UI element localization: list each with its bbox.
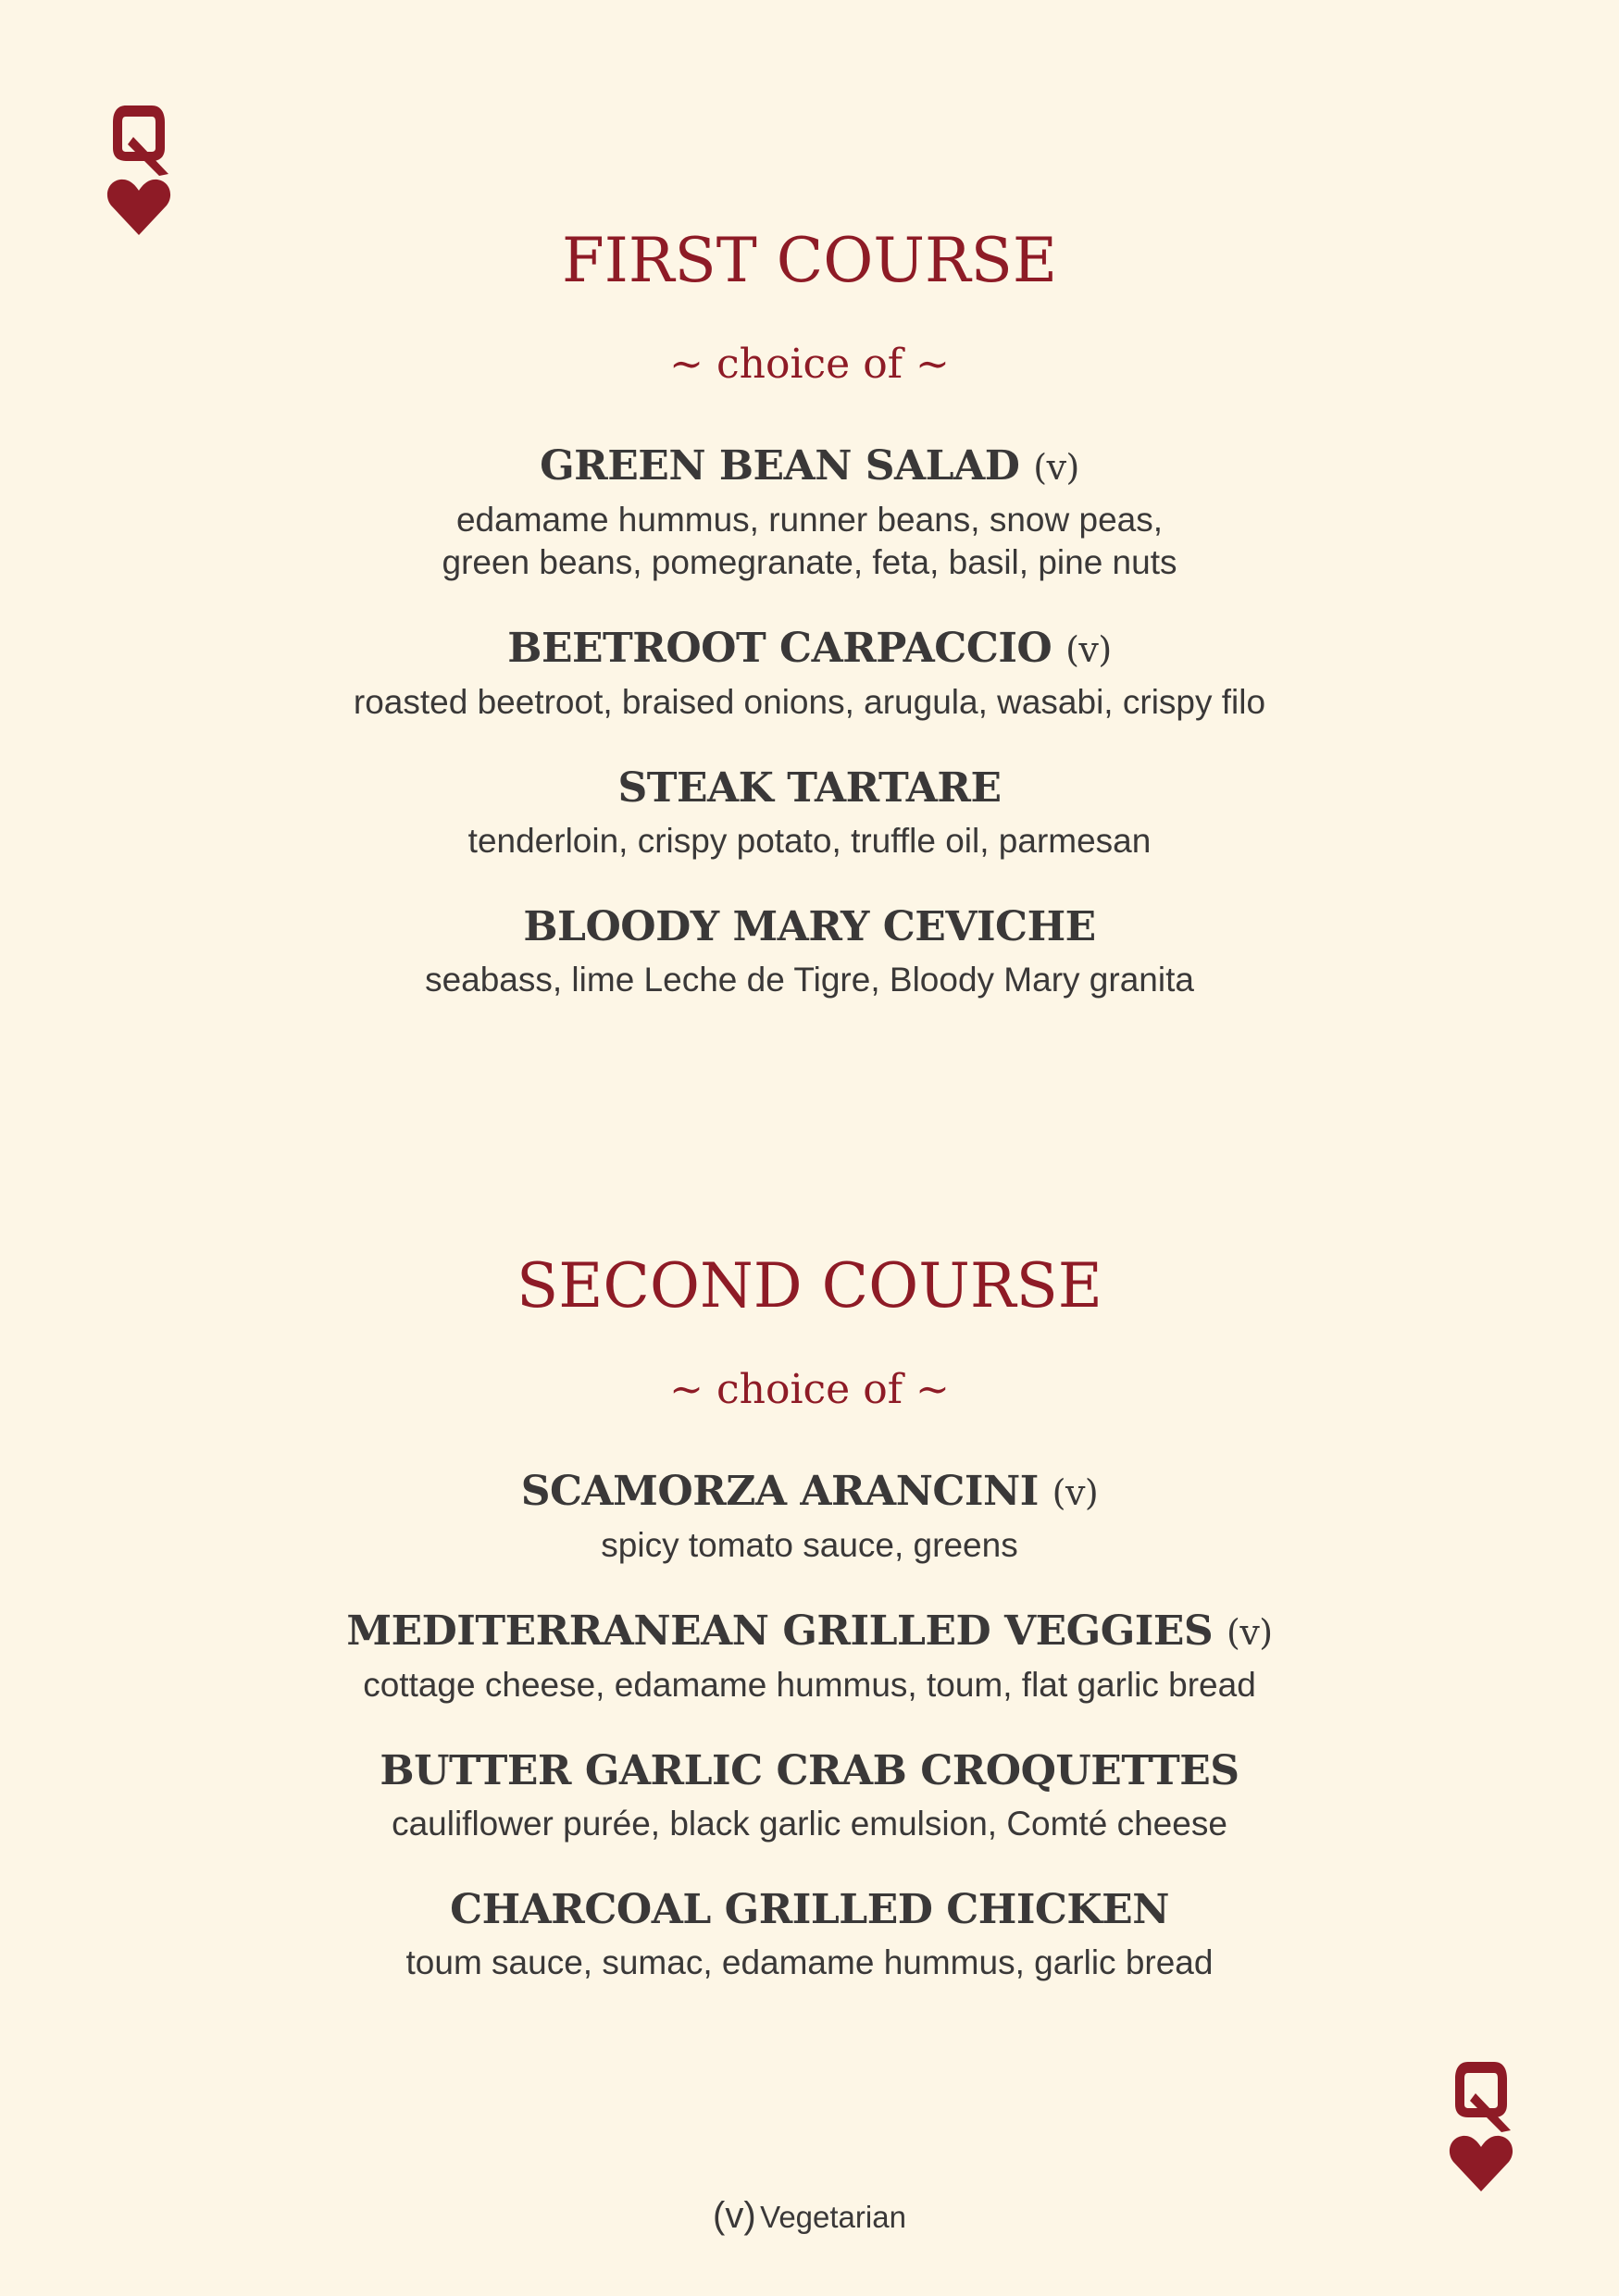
menu-item bbox=[0, 439, 1619, 584]
second-course-items bbox=[0, 1464, 1619, 1984]
vegetarian-symbol: (v) bbox=[713, 2195, 756, 2236]
vegetarian-tag: (v) bbox=[1065, 629, 1112, 670]
second-course-subtitle: ~ choice of ~ bbox=[669, 1366, 950, 1413]
item-name: BEETROOT CARPACCIO bbox=[507, 625, 1052, 672]
item-description bbox=[0, 1664, 1619, 1706]
item-description-line: cauliflower purée, black garlic emulsion, Comté cheese bbox=[392, 1805, 1227, 1843]
item-description-line: edamame hummus, runner beans, snow peas, bbox=[455, 501, 1164, 539]
menu-item bbox=[0, 1744, 1619, 1845]
menu-item bbox=[0, 1464, 1619, 1567]
first-course-items bbox=[0, 439, 1619, 1001]
item-description-line: seabass, lime Leche de Tigre, Bloody Mary granita bbox=[425, 961, 1194, 999]
menu-item bbox=[0, 1604, 1619, 1706]
item-name: CHARCOAL GRILLED CHICKEN bbox=[450, 1886, 1169, 1933]
vegetarian-tag: (v) bbox=[1227, 1612, 1273, 1653]
queen-of-hearts-icon bbox=[1448, 2056, 1514, 2195]
vegetarian-tag: (v) bbox=[1052, 1472, 1099, 1513]
first-course-subtitle: ~ choice of ~ bbox=[669, 341, 950, 388]
item-description bbox=[0, 499, 1619, 584]
vegetarian-legend bbox=[0, 2195, 1619, 2237]
item-name: BLOODY MARY CEVICHE bbox=[523, 903, 1096, 950]
item-description-line: spicy tomato sauce, greens bbox=[601, 1526, 1018, 1564]
item-description-line: tenderloin, crispy potato, truffle oil, parmesan bbox=[467, 822, 1152, 860]
item-name: GREEN BEAN SALAD bbox=[540, 442, 1020, 490]
item-name: MEDITERRANEAN GRILLED VEGGIES bbox=[346, 1607, 1214, 1655]
item-name: SCAMORZA ARANCINI bbox=[520, 1468, 1039, 1515]
item-description-line: cottage cheese, edamame hummus, toum, flat garlic bread bbox=[363, 1666, 1256, 1704]
item-description bbox=[0, 820, 1619, 863]
menu-item bbox=[0, 900, 1619, 1001]
first-course-section bbox=[0, 213, 1619, 1038]
item-description bbox=[0, 681, 1619, 724]
item-description bbox=[0, 1942, 1619, 1984]
vegetarian-tag: (v) bbox=[1033, 447, 1079, 488]
menu-item bbox=[0, 761, 1619, 863]
menu-item bbox=[0, 621, 1619, 724]
item-description bbox=[0, 1524, 1619, 1567]
item-description bbox=[0, 1803, 1619, 1845]
vegetarian-label: Vegetarian bbox=[760, 2200, 906, 2234]
menu-item bbox=[0, 1882, 1619, 1984]
item-description-line: green beans, pomegranate, feta, basil, pine nuts bbox=[442, 543, 1177, 581]
item-description bbox=[0, 959, 1619, 1001]
second-course-title: SECOND COURSE bbox=[517, 1250, 1102, 1322]
item-name: STEAK TARTARE bbox=[617, 764, 1002, 812]
first-course-title: FIRST COURSE bbox=[561, 225, 1058, 296]
item-name: BUTTER GARLIC CRAB CROQUETTES bbox=[380, 1747, 1239, 1794]
second-course-section bbox=[0, 1238, 1619, 2021]
item-description-line: roasted beetroot, braised onions, arugula, wasabi, crispy filo bbox=[353, 683, 1266, 721]
item-description-line: toum sauce, sumac, edamame hummus, garlic bread bbox=[405, 1943, 1214, 1981]
